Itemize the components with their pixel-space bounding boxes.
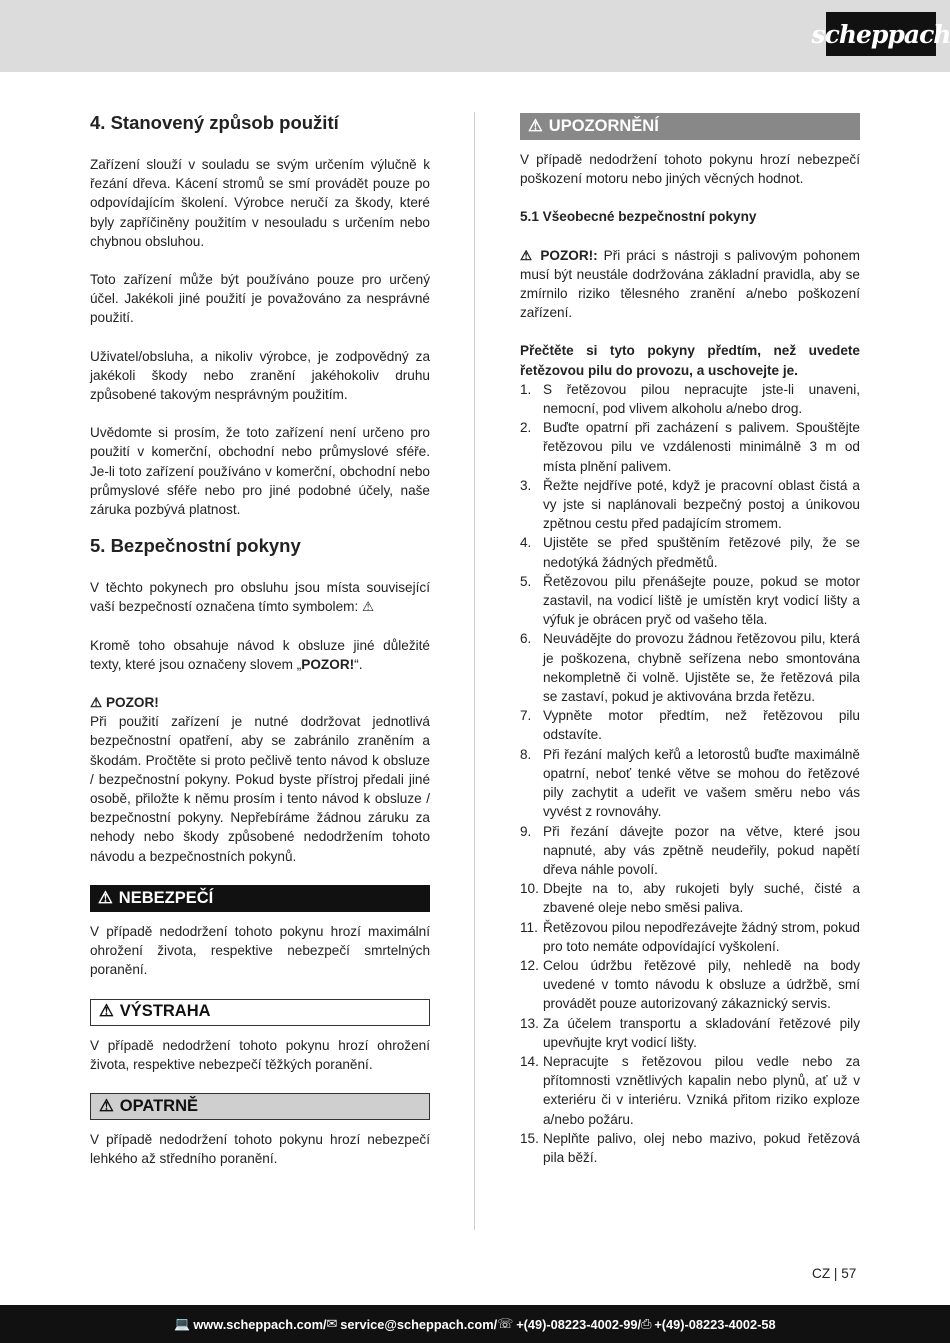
warning-triangle-icon: ⚠ xyxy=(99,1002,114,1021)
paragraph: V případě nedodržení tohoto pokynu hrozí nebezpečí lehkého až středního poranění. xyxy=(90,1131,430,1167)
footer-fax: +(49)-08223-4002-58 xyxy=(654,1316,776,1332)
caution-banner: ⚠ OPATRNĚ xyxy=(90,1093,430,1120)
warning-triangle-icon: ⚠ xyxy=(528,116,543,135)
list-item: 2. Buďte opatrní při zacházení s palivem. Spouštějte řetězovou pilu ve vzdálenosti minimálně 3 m od místa plnění palivem. xyxy=(520,420,860,474)
mail-icon: ✉ xyxy=(326,1316,338,1331)
list-item: 5. Řetězovou pilu přenášejte pouze, pokud se motor zastavil, na vodicí liště je umístěn kryt vodicí lišty a výfuk je obrácen pryč od vašeho těla. xyxy=(520,573,860,628)
list-item: 10. Dbejte na to, aby rukojeti byly suché, čisté a zbavené oleje nebo směsi paliva. xyxy=(520,881,860,916)
list-item: 3. Řežte nejdříve poté, když je pracovní oblast čistá a vy jste si naplánovali bezpečný postoj a únikovou zpětnou cestu před padajícím stromem. xyxy=(520,477,860,532)
paragraph: V případě nedodržení tohoto pokynu hrozí nebezpečí poškození motoru nebo jiných věcných hodnot. xyxy=(520,152,860,187)
list-item: 15. Neplňte palivo, olej nebo mazivo, pokud řetězová pila běží. xyxy=(520,1130,860,1165)
notice-banner: ⚠ UPOZORNĚNÍ xyxy=(520,113,860,140)
paragraph: Kromě toho obsahuje návod k obsluze jiné důležité texty, které jsou označeny slovem „POZOR!“. xyxy=(90,637,430,672)
list-item: 11. Řetězovou pilou nepodřezávejte žádný strom, pokud pro toto nemáte odpovídající vyškolení. xyxy=(520,919,860,954)
paragraph: ⚠ POZOR!: Při práci s nástroji s palivovým pohonem musí být neustále dodržována základní pravidla, aby se zmírnilo riziko tělesného zranění a/nebo poškození zařízení. xyxy=(520,247,860,321)
warning-triangle-icon: ⚠ xyxy=(98,888,113,907)
fax-icon: ⎙ xyxy=(641,1316,652,1331)
footer-email[interactable]: service@scheppach.com xyxy=(340,1316,494,1332)
list-item: 13. Za účelem transportu a skladování řetězové pily upevňujte kryt vodicí lišty. xyxy=(520,1015,860,1050)
pozor-label: ⚠ POZOR! xyxy=(90,695,159,711)
read-instructions-heading: Přečtěte si tyto pokyny předtím, než uvedete řetězovou pilu do provozu, a uschovejte je. xyxy=(520,343,860,378)
paragraph: Při použití zařízení je nutné dodržovat jednotlivá bezpečnostní opatření, aby se zabránilo zraněním a škodám. Pročtěte si proto pečlivě tento návod k obsluze / bezpečnostní pokyny. Pokud byste přístroj předali jiné osobě, přiložte k němu prosím i tento návod k obsluze / bezpečnostní pokyny. Nepřebíráme žádnou záruku za nehody nebo škody způsobené nedodržením tohoto návodu a bezpečnostních pokynů. xyxy=(90,714,430,864)
column-divider xyxy=(474,112,475,1230)
footer-phone: +(49)-08223-4002-99 xyxy=(516,1316,638,1332)
paragraph: Uživatel/obsluha, a nikoliv výrobce, je zodpovědný za jakékoli škody nebo zranění jakéhokoliv druhu způsobené takovým nesprávným použitím. xyxy=(90,348,430,403)
warning-triangle-icon: ⚠ xyxy=(99,1096,114,1115)
footer-bar: 💻 www.scheppach.com / ✉ service@scheppach.com / ☏ +(49)-08223-4002-99 / ⎙ +(49)-08223-4002-58 xyxy=(0,1305,950,1343)
list-item: 4. Ujistěte se před spuštěním řetězové pily, že se nedotýká žádných předmětů. xyxy=(520,535,860,570)
safety-list xyxy=(520,380,860,1167)
phone-icon: ☏ xyxy=(497,1316,514,1331)
list-item: 8. Při řezání malých keřů a letorostů buďte maximálně opatrní, neboť tenké větve se mohou do řetězové pily zachytit a udeřit ve vašem směru nebo vás vyvést z rovnováhy. xyxy=(520,746,860,820)
paragraph: V případě nedodržení tohoto pokynu hrozí maximální ohrožení života, respektive nebezpečí smrtelných poranění. xyxy=(90,923,430,978)
paragraph: Zařízení slouží v souladu se svým určením výlučně k řezání dřeva. Kácení stromů se smí provádět pouze po odpovídajícím školení. Výrobce neručí za škody, které byly zapříčiněny použitím v nesouladu s určením nebo chybnou obsluhou. xyxy=(90,157,430,249)
brand-logo: scheppach xyxy=(826,12,936,56)
paragraph: Uvědomte si prosím, že toto zařízení není určeno pro použití v komerční, obchodní nebo průmyslové sféře. Je-li toto zařízení používáno v komerční, obchodní nebo průmyslové sféře nebo pro jiné podobné účely, naše záruka pozbývá platnost. xyxy=(90,425,430,518)
list-item: 9. Při řezání dávejte pozor na větve, které jsou napnuté, aby vás zpětně neudeřily, pokud napětí dřeva náhle povolí. xyxy=(520,823,860,877)
list-item: 7. Vypněte motor předtím, než řetězovou pilu odstavíte. xyxy=(520,708,860,743)
section-5-1-title: 5.1 Všeobecné bezpečnostní pokyny xyxy=(520,209,757,225)
list-item: 14. Nepracujte s řetězovou pilou vedle nebo za přítomnosti vznětlivých kapalin nebo plynů, ať už v exteriéru či v interiéru. Vzniká přitom riziko exploze a/nebo požáru. xyxy=(520,1053,860,1127)
paragraph: Toto zařízení může být používáno pouze pro určený účel. Jakékoli jiné použití je považováno za nesprávné použití. xyxy=(90,272,430,326)
page-number: CZ | 57 xyxy=(812,1266,857,1281)
danger-banner: ⚠ NEBEZPEČÍ xyxy=(90,885,430,912)
list-item: 12. Celou údržbu řetězové pily, nehledě na body uvedené v tomto návodu k obsluze a údržbě, smí provádět pouze autorizovaný zákaznický servis. xyxy=(520,957,860,1012)
right-column xyxy=(520,113,860,1167)
computer-icon: 💻 xyxy=(174,1316,191,1331)
paragraph: V případě nedodržení tohoto pokynu hrozí ohrožení života, respektive nebezpečí těžkých poranění. xyxy=(90,1037,430,1072)
section-5-title: 5. Bezpečnostní pokyny xyxy=(90,535,301,557)
left-column xyxy=(90,110,430,1168)
list-item: 1. S řetězovou pilou nepracujte jste-li unaveni, nemocní, pod vlivem alkoholu a/nebo drog. xyxy=(520,381,860,417)
footer-website[interactable]: www.scheppach.com xyxy=(193,1316,323,1332)
header-bar xyxy=(0,0,950,72)
section-4-title: 4. Stanovený způsob použití xyxy=(90,112,339,133)
warning-banner: ⚠ VÝSTRAHA xyxy=(90,999,430,1026)
paragraph: V těchto pokynech pro obsluhu jsou místa související vaší bezpečností označena tímto symbolem: ⚠ xyxy=(90,580,430,615)
list-item: 6. Neuvádějte do provozu žádnou řetězovou pilu, která je poškozena, chybně seřízena nebo smontována nekompletně či volně. Ujistěte se, že řetězová pila se zastaví, pokud je aktivována brzda řetězu. xyxy=(520,631,860,705)
